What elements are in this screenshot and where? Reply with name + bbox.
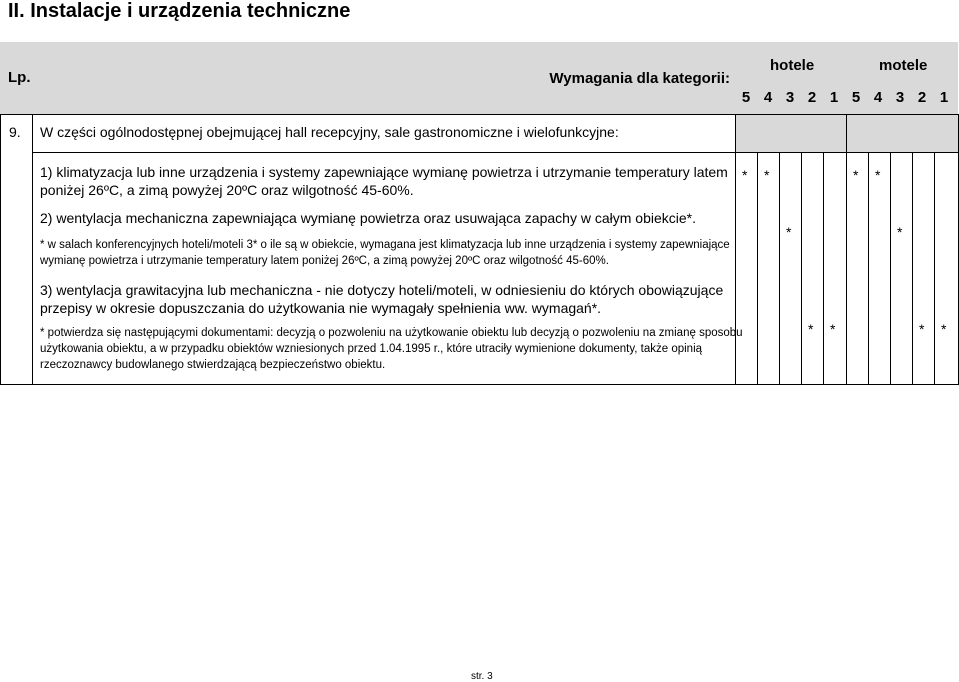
requirement-star: *	[941, 321, 947, 337]
item-2-line1: 2) wentylacja mechaniczna zapewniająca wymianę powietrza oraz usuwająca zapachy w całym obiekcie*.	[40, 210, 696, 226]
requirement-star: *	[897, 224, 903, 240]
item-3-line2: przepisy w okresie dopuszczania do użytkowania nie wymagały spełnienia ww. wymagań*.	[40, 300, 602, 316]
item-3-note2: użytkowania obiektu, a w przypadku obiektów wzniesionych przed 1.04.1995 r., które utraciły wymienione dokumenty, także opinią	[40, 343, 703, 355]
item-3-note1: * potwierdza się następującymi dokumentami: decyzją o pozwoleniu na użytkowanie obiektu lub decyzją o pozwoleniu na zmianę sposobu	[40, 327, 743, 339]
grid-line	[868, 152, 869, 385]
section-number: 9.	[9, 124, 21, 140]
grid-line	[823, 152, 824, 385]
category-cell: 1	[939, 89, 949, 106]
grid-line	[934, 152, 935, 385]
item-1-line2: poniżej 26ºC, a zimą powyżej 20ºC oraz wilgotność 45-60%.	[40, 182, 414, 198]
requirement-star: *	[853, 167, 859, 183]
category-cell: 2	[807, 89, 817, 106]
section-title: W części ogólnodostępnej obejmującej hall recepcyjny, sale gastronomiczne i wielofunkcyjne:	[40, 124, 619, 140]
requirement-star: *	[764, 167, 770, 183]
requirement-star: *	[742, 167, 748, 183]
grid-line	[890, 152, 891, 385]
grid-line	[846, 114, 847, 385]
grid-line	[757, 152, 758, 385]
page-title: II. Instalacje i urządzenia techniczne	[8, 0, 351, 22]
item-1-line1: 1) klimatyzacja lub inne urządzenia i systemy zapewniające wymianę powietrza i utrzymanie temperatury latem	[40, 164, 728, 180]
item-3-note3: rzeczoznawcy budowlanego stwierdzającą bezpieczeństwo obiektu.	[40, 359, 386, 371]
category-cell: 2	[917, 89, 927, 106]
category-cell: 1	[829, 89, 839, 106]
requirement-star: *	[830, 321, 836, 337]
requirement-star: *	[808, 321, 814, 337]
category-cell: 4	[873, 89, 883, 106]
requirement-star: *	[786, 224, 792, 240]
category-cell: 5	[741, 89, 751, 106]
grid-line	[0, 384, 958, 385]
requirement-star: *	[919, 321, 925, 337]
category-cell: 5	[851, 89, 861, 106]
group-motele: motele	[879, 57, 928, 74]
grid-line	[912, 152, 913, 385]
grid-line	[779, 152, 780, 385]
group-hotele: hotele	[770, 57, 815, 74]
table-header	[0, 42, 958, 114]
grid-line	[0, 114, 958, 115]
page-number: str. 3	[471, 671, 493, 682]
item-3-line1: 3) wentylacja grawitacyjna lub mechaniczna - nie dotyczy hoteli/moteli, w odniesieniu do których obowiązujące	[40, 282, 724, 298]
requirement-star: *	[875, 167, 881, 183]
category-cell: 3	[895, 89, 905, 106]
grid-line	[735, 114, 736, 385]
item-2-note2: wymianę powietrza i utrzymanie temperatury latem poniżej 26ºC, a zimą powyżej 20ºC oraz wilgotność 45-60%.	[40, 255, 609, 267]
category-cell: 4	[763, 89, 773, 106]
item-2-note1: * w salach konferencyjnych hoteli/moteli 3* o ile są w obiekcie, wymagana jest klimatyzacja lub inne urządzenia i systemy zapewniające	[40, 239, 730, 251]
grid-line	[0, 114, 1, 385]
category-cell: 3	[785, 89, 795, 106]
grid-line	[32, 114, 33, 385]
lp-header: Lp.	[8, 69, 31, 86]
grid-line	[32, 152, 958, 153]
requirements-header: Wymagania dla kategorii:	[549, 70, 730, 87]
grid-line	[801, 152, 802, 385]
